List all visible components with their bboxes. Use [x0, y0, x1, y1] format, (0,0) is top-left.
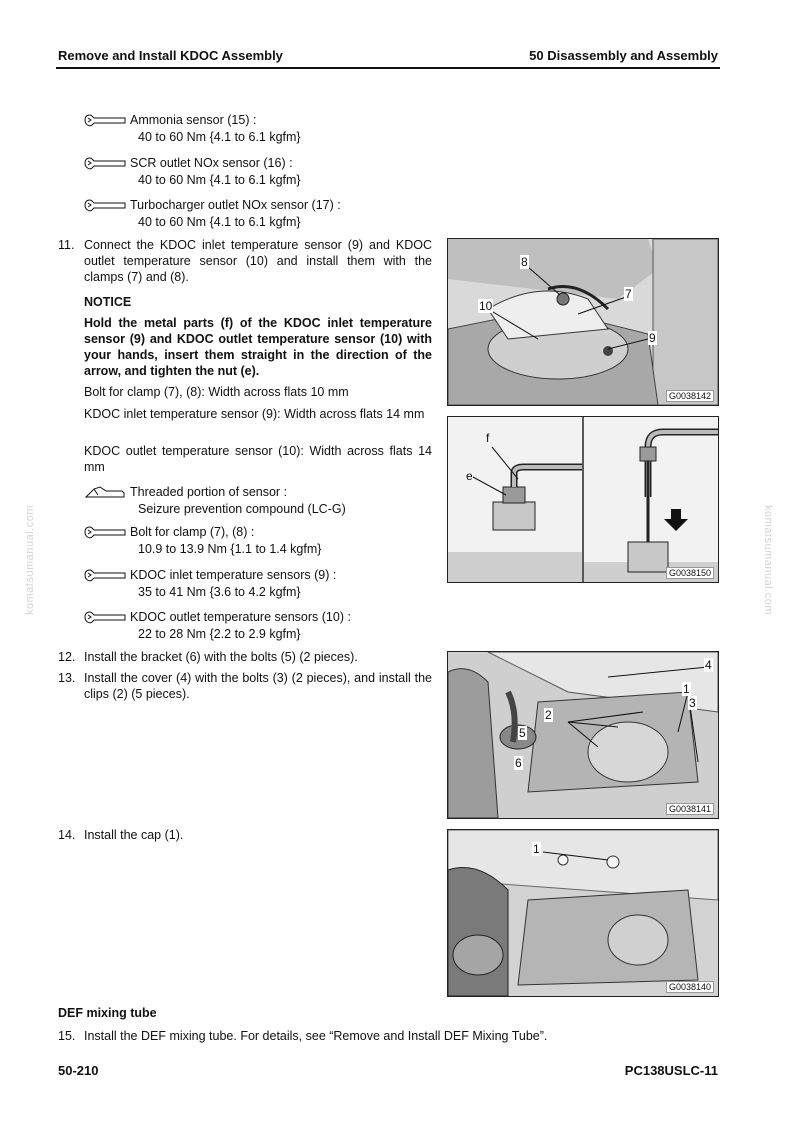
torque-item: SCR outlet NOx sensor (16) : 40 to 60 Nm {4.1 to 6.1 kgfm}: [84, 155, 424, 187]
figure-illustration: [448, 239, 718, 405]
step-12: 12. Install the bracket (6) with the bolts (5) (2 pieces).: [58, 650, 358, 664]
callout-label: 4: [705, 658, 712, 672]
step-15: 15. Install the DEF mixing tube. For details, see “Remove and Install DEF Mixing Tube”.: [58, 1029, 548, 1043]
callout-label: 3: [689, 696, 696, 710]
width-spec: KDOC outlet temperature sensor (10): Width across flats 14 mm: [84, 444, 432, 474]
torque-wrench-icon: [84, 198, 126, 212]
callout-label: 6: [515, 756, 522, 770]
footer-page-number: 50-210: [58, 1063, 99, 1078]
footer-model: PC138USLC-11: [624, 1063, 718, 1078]
figure-code: G0038141: [666, 803, 714, 815]
figure-cap: [447, 829, 719, 997]
notice-text: Hold the metal parts (f) of the KDOC inlet temperature sensor (9) and KDOC outlet temperature sensor (10) with your hands, insert them straight in the direction of the arrow, and tighten the nut (e).: [84, 316, 432, 378]
figure-code: G0038150: [666, 567, 714, 579]
sealant-tube-icon: [84, 485, 126, 499]
figure-sensor-insertion: [447, 416, 719, 583]
callout-label: 8: [521, 255, 528, 269]
torque-item: KDOC outlet temperature sensors (10) : 22 to 28 Nm {2.2 to 2.9 kgfm}: [84, 609, 424, 641]
compound-item: Threaded portion of sensor : Seizure prevention compound (LC-G): [84, 484, 424, 516]
watermark-right: komatsumanual.com: [762, 505, 774, 615]
step-14: 14. Install the cap (1).: [58, 828, 184, 842]
torque-wrench-icon: [84, 113, 126, 127]
callout-label: 10: [479, 299, 493, 313]
callout-label: e: [466, 469, 473, 483]
torque-item: Bolt for clamp (7), (8) : 10.9 to 13.9 Nm {1.1 to 1.4 kgfm}: [84, 524, 424, 556]
torque-item: Turbocharger outlet NOx sensor (17) : 40 to 60 Nm {4.1 to 6.1 kgfm}: [84, 197, 424, 229]
header-title: Remove and Install KDOC Assembly: [58, 48, 283, 63]
callout-label: 7: [625, 287, 632, 301]
figure-illustration: [448, 652, 718, 818]
step-11: 11. Connect the KDOC inlet temperature sensor (9) and KDOC outlet temperature sensor (10) and install them with the clamps (7) and (8).: [58, 238, 432, 284]
callout-label: 1: [683, 682, 690, 696]
callout-label: f: [486, 431, 490, 445]
section-title: DEF mixing tube: [58, 1006, 157, 1020]
torque-wrench-icon: [84, 156, 126, 170]
figure-sensor-clamps: [447, 238, 719, 406]
figure-code: G0038142: [666, 390, 714, 402]
width-spec: Bolt for clamp (7), (8): Width across flats 10 mm: [84, 385, 349, 399]
callout-label: 2: [545, 708, 552, 722]
width-spec: KDOC inlet temperature sensor (9): Width across flats 14 mm: [84, 407, 425, 421]
notice-title: NOTICE: [84, 295, 132, 309]
step-13: 13. Install the cover (4) with the bolts (3) (2 pieces), and install the clips (2) (5 pieces).: [58, 671, 432, 701]
header-rule: [56, 67, 720, 69]
watermark-left: komatsumanual.com: [24, 505, 36, 615]
figure-illustration: [448, 830, 718, 996]
torque-wrench-icon: [84, 610, 126, 624]
callout-label: 1: [533, 842, 540, 856]
torque-wrench-icon: [84, 568, 126, 582]
torque-wrench-icon: [84, 525, 126, 539]
figure-cover-bracket: [447, 651, 719, 819]
header-chapter: 50 Disassembly and Assembly: [529, 48, 718, 63]
callout-label: 9: [649, 331, 656, 345]
figure-code: G0038140: [666, 981, 714, 993]
torque-item: Ammonia sensor (15) : 40 to 60 Nm {4.1 to 6.1 kgfm}: [84, 112, 424, 144]
callout-label: 5: [519, 726, 526, 740]
torque-item: KDOC inlet temperature sensors (9) : 35 to 41 Nm {3.6 to 4.2 kgfm}: [84, 567, 424, 599]
